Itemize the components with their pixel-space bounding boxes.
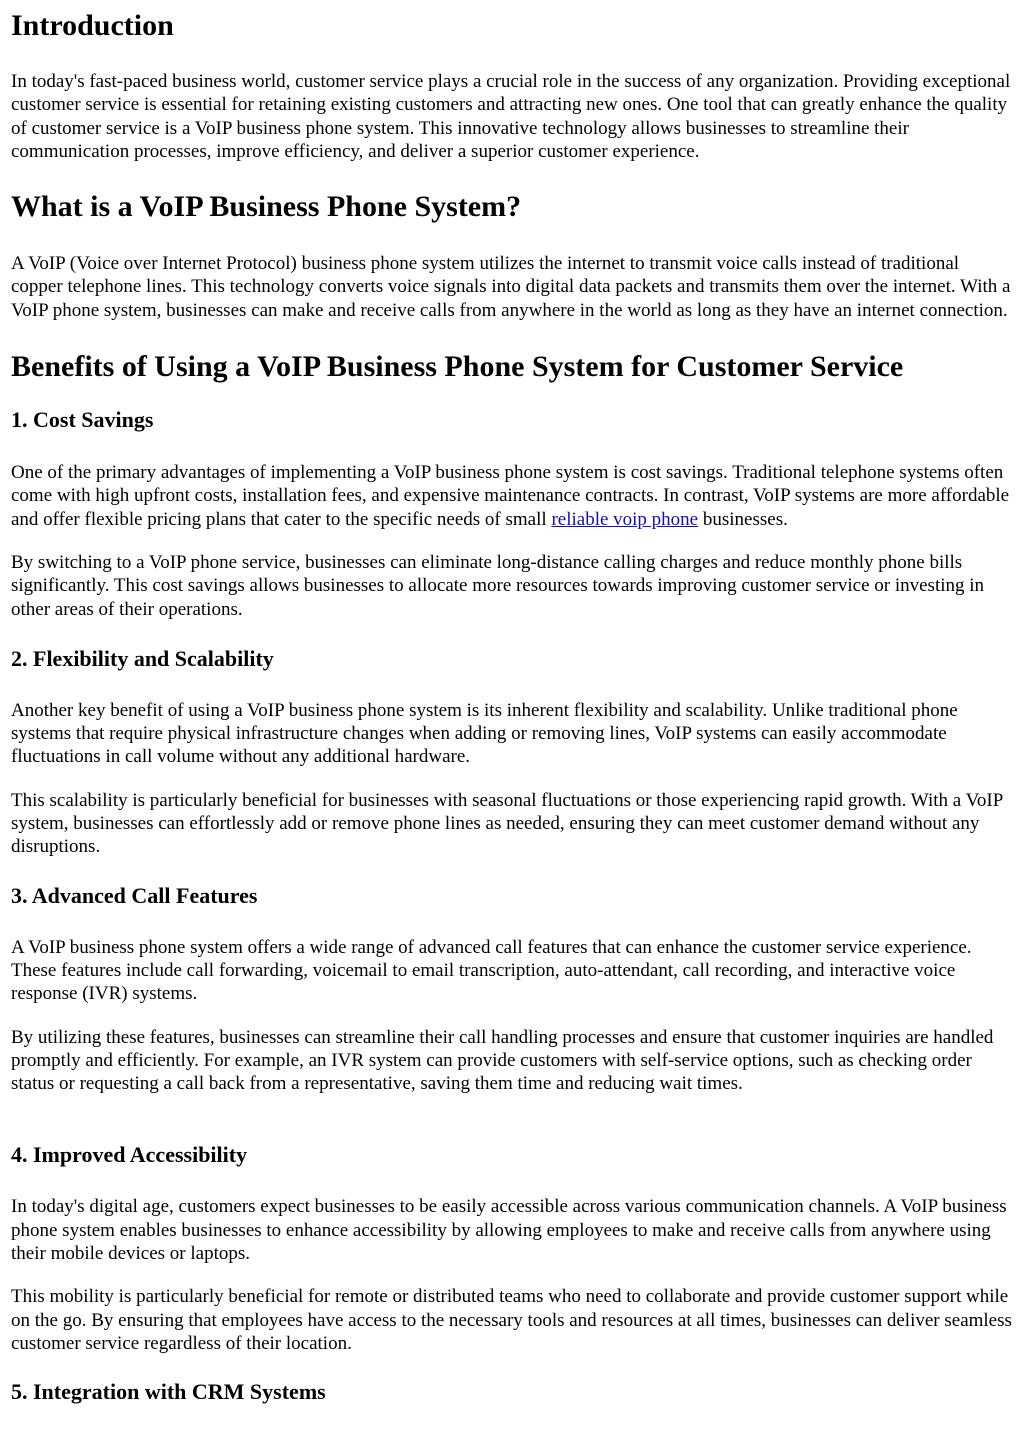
heading-crm-integration: 5. Integration with CRM Systems (11, 1379, 326, 1405)
paragraph-flexibility-2: This scalability is particularly beneficial for businesses with seasonal fluctuations or those experiencing rapid growth. With a VoIP system, businesses can effortlessly add or remove phone lines as needed, ensuring they can meet customer demand without any disruptions. (11, 789, 1003, 858)
paragraph-accessibility-2: This mobility is particularly beneficial for remote or distributed teams who need to collaborate and provide customer support while on the go. By ensuring that employees have access to the necessary tools and resources at all times, businesses can deliver seamless customer service regardless of their location. (11, 1286, 1012, 1354)
reliable-voip-phone-link[interactable]: reliable voip phone (551, 508, 699, 530)
heading-advanced-call-features: 3. Advanced Call Features (11, 882, 258, 908)
article (0, 8, 1024, 1406)
heading-benefits: Benefits of Using a VoIP Business Phone System for Customer Service (11, 350, 904, 384)
paragraph-what-is-voip: A VoIP (Voice over Internet Protocol) business phone system utilizes the internet to transmit voice calls instead of traditional copper telephone lines. This technology converts voice signals into digital data packets and transmits them over the internet. With a VoIP phone system, businesses can make and receive calls from anywhere in the world as long as they have an internet connection. (11, 253, 1011, 321)
heading-improved-accessibility: 4. Improved Accessibility (11, 1142, 248, 1168)
paragraph-introduction: In today's fast-paced business world, customer service plays a crucial role in the success of any organization. Providing exceptional customer service is essential for retaining existing customers and attracting new ones. One tool that can greatly enhance the quality of customer service is a VoIP business phone system. This innovative technology allows businesses to streamline their communication processes, improve efficiency, and deliver a superior customer experience. (11, 71, 1011, 162)
paragraph-cost-text-after-link: businesses. (698, 508, 788, 530)
paragraph-cost-text-before-link: One of the primary advantages of implementing a VoIP business phone system is cost savings. Traditional telephone systems often come with high upfront costs, installation fees, and expensive maintenance contracts. In contrast, VoIP systems are more affordable and offer flexible pricing plans that cater to the specific needs of small (11, 462, 1010, 530)
heading-what-is-voip: What is a VoIP Business Phone System? (11, 190, 522, 224)
paragraph-cost-savings-1 (11, 461, 1014, 531)
heading-cost-savings: 1. Cost Savings (11, 407, 154, 433)
paragraph-cost-savings-2: By switching to a VoIP phone service, businesses can eliminate long-distance calling charges and reduce monthly phone bills significantly. This cost savings allows businesses to allocate more resources towards improving customer service or investing in other areas of their operations. (11, 551, 985, 620)
heading-flexibility-scalability: 2. Flexibility and Scalability (11, 645, 274, 671)
paragraph-advanced-1: A VoIP business phone system offers a wide range of advanced call features that can enhance the customer service experience. These features include call forwarding, voicemail to email transcription, auto-attendant, call recording, and interactive voice response (IVR) systems. (11, 936, 972, 1005)
paragraph-advanced-2: By utilizing these features, businesses can streamline their call handling processes and ensure that customer inquiries are handled promptly and efficiently. For example, an IVR system can provide customers with self-service options, such as checking order status or requesting a call back from a representative, saving them time and reducing wait times. (11, 1026, 994, 1095)
paragraph-flexibility-1: Another key benefit of using a VoIP business phone system is its inherent flexibility and scalability. Unlike traditional phone systems that require physical infrastructure changes when adding or removing lines, VoIP systems can easily accommodate fluctuations in call volume without any additional hardware. (11, 699, 958, 768)
heading-introduction: Introduction (11, 9, 174, 42)
paragraph-accessibility-1: In today's digital age, customers expect businesses to be easily accessible across various communication channels. A VoIP business phone system enables businesses to enhance accessibility by allowing employees to make and receive calls from anywhere using their mobile devices or laptops. (11, 1196, 1007, 1265)
